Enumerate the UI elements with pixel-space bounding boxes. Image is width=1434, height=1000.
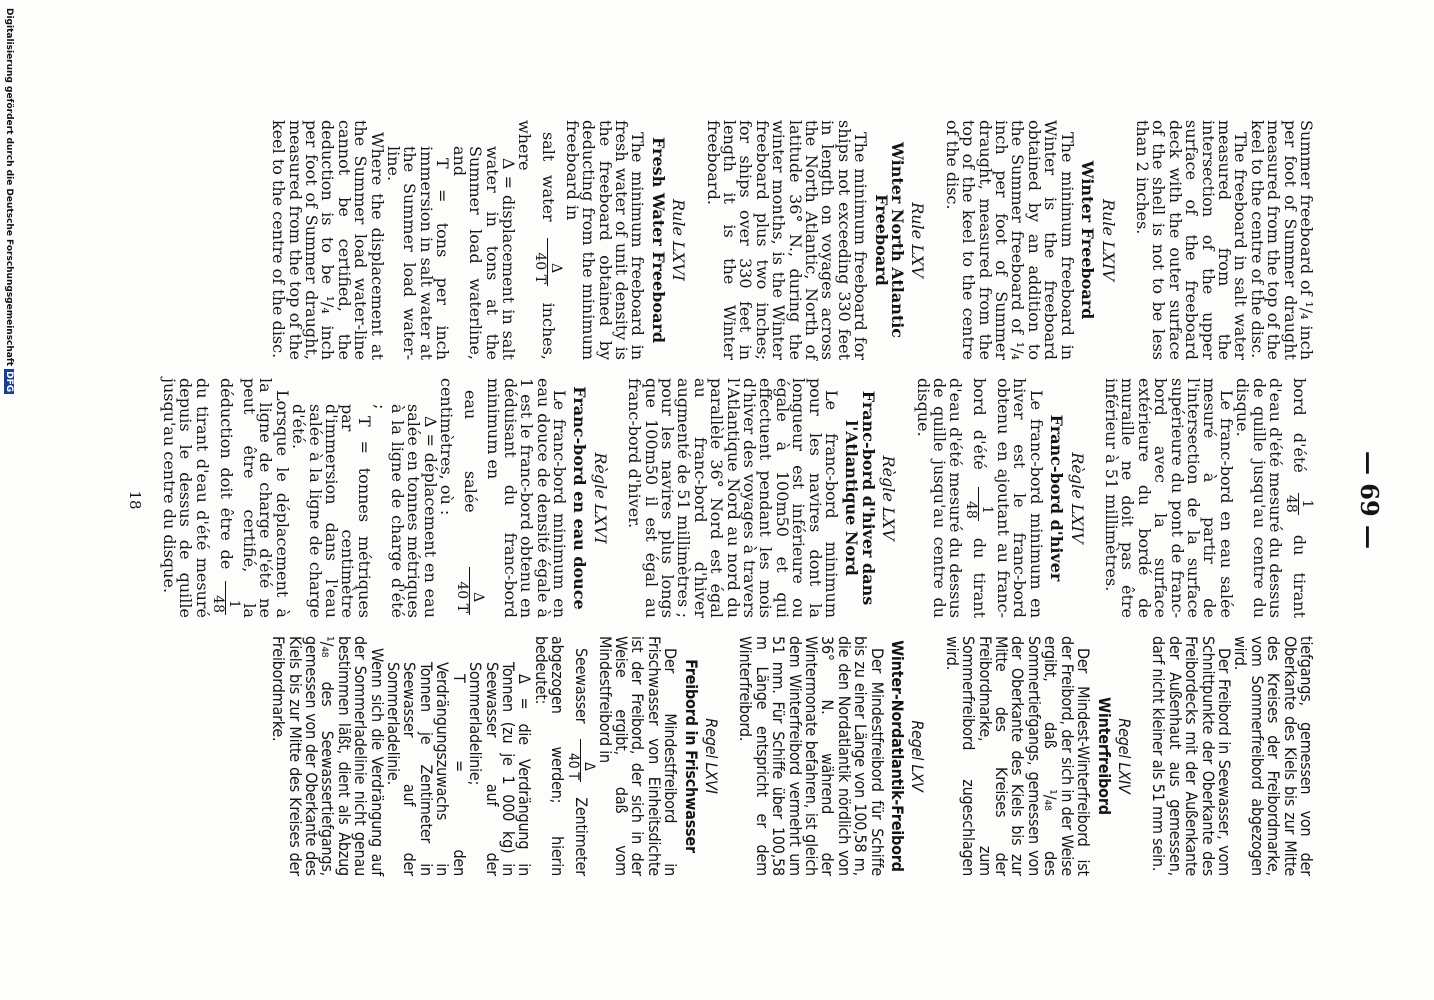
french-def-1: Δ = déplacement en eau salée en tonnes métriques à la ligne de charge d'été ; <box>371 404 440 618</box>
german-column <box>270 636 1314 876</box>
french-rule-66-text: Le franc-bord minimum en eau douce de densité égale à 1 est le franc-bord obtenu en déduisant du franc-bord minimum en <box>484 378 569 618</box>
french-fraction-2-num: 1 <box>225 581 241 615</box>
german-rule-64-label: Regel LXIV <box>1114 718 1134 794</box>
french-rule-64-frac-num: 1 <box>979 487 995 521</box>
german-def-1: Δ = die Verdrängung in Tonnen (zu je 1 000 kg) in Seewasser auf der Sommerladelinie; <box>466 662 535 876</box>
german-rule-65-text: Der Mindestfreibord für Schiffe bis zu einer Länge von 100,58 m, die den Nordatlantik nördlich von 36° N. während der Wintermonate befahren, ist gleich dem Winterfreibord vermehrt um 51 mm. Für Schiffe über 100,58 m Länge entspricht er dem Winterfreibord. <box>736 636 887 876</box>
footer-page-number: 18 <box>126 490 144 510</box>
french-rule-66-text-2 <box>159 378 292 618</box>
english-fraction-den: 40 T <box>532 252 549 284</box>
english-intro: Summer freeboard of ¹/₄ inch per foot of Summer draught measured from the top of the keel to the centre of the disc. <box>1247 120 1316 360</box>
french-intro-frac-den: 48 <box>1283 494 1299 513</box>
french-def-2: T = tonnes métriques par centimètre d'immersion dans l'eau salée à la ligne de charge d'été. <box>289 404 374 618</box>
english-def-2: T = tons per inch immersion in salt water at the Summer load water-line. <box>384 146 453 360</box>
french-intro-2: Le franc-bord en eau salée mesuré à partir de l'intersection de la surface supérieure du pont de franc-bord avec la surface extérieure du bordé de muraille ne doit pas être inférieur à 51 millimètres. <box>1101 378 1236 618</box>
french-rule-65-title: Franc-bord d'hiver dans l'Atlantique Nord <box>842 390 878 606</box>
french-rule-64-pre: Le franc-bord minimum en hiver est le franc-bord obtenu en ajoutant au franc-bord d'été <box>970 378 1046 618</box>
german-formula <box>532 636 596 876</box>
german-intro: tiefgangs, gemessen von der Oberkante des Kiels bis zur Mitte des Kreises der Freibordmarke, vom Sommerfreibord abgezogen wird. <box>1231 636 1316 876</box>
french-fraction-num: Δ <box>469 567 485 615</box>
french-intro-post: du tirant d'eau d'été mesuré du dessus de quille jusqu'au centre du disque. <box>1233 378 1309 618</box>
french-column <box>160 378 1314 618</box>
french-rule-66-title: Franc-bord en eau douce <box>570 386 590 610</box>
german-rule-64-title: Winterfreibord <box>1094 697 1114 815</box>
english-fraction-num: Δ <box>547 238 563 286</box>
french-intro-frac-num: 1 <box>1298 493 1314 515</box>
french-formula-post: centimètres, où : <box>436 378 456 516</box>
german-rule-64-text: Der Mindest-Winterfreibord ist der Freibord, der sich in der Weise ergibt, daß ¹/₄₈ des Sommertiefgangs, gemessen von der Oberkante des Kiels bis zur Mitte des Kreises der Freibordmarke, zum Sommerfreibord zugeschlagen wird. <box>942 636 1094 876</box>
french-rule-64-fraction <box>964 487 995 521</box>
french-intro-pre: bord d'été <box>1290 378 1309 473</box>
english-rule-64-text: The minimum freeboard in Winter is the freeboard obtained by an addition to the Summer freeboard of ¹/₄ inch per foot of Summer draught, measured from the top of the keel to the centre of the disc. <box>942 120 1077 360</box>
english-column <box>270 120 1314 360</box>
french-rule-65-text: Le franc-bord minimum pour les navires dont la longueur est inférieure ou égale à 100m50 et qui effectuent pendant les mois d'hiver des voyages à travers l'Atlantique Nord au nord du parallèle 36° Nord est égal au franc-bord d'hiver augmenté de 51 millimètres ; pour les navires plus longs que 100m50 il est égal au franc-bord d'hiver. <box>625 378 842 618</box>
french-fraction-2 <box>210 581 241 615</box>
german-formula-post: Zentimeter abgezogen werden; hierin bedeutet: <box>531 636 592 876</box>
french-fraction-2-den: 48 <box>209 595 226 613</box>
english-fraction <box>532 238 563 286</box>
german-def-2: T = den Verdrängungszuwachs in Tonnen je Zentimeter in Seewasser auf der Sommerladelinie. <box>384 662 469 876</box>
german-rule-66-label: Regel LXVI <box>702 718 721 794</box>
german-formula-pre: Seewasser <box>572 648 592 724</box>
german-rule-66-title: Freibord in Frischwasser <box>681 659 701 853</box>
credit-text: Digitalisierung gefördert durch die Deutsche Forschungsgemeinschaft <box>4 8 14 367</box>
english-rule-65-text: The minimum freeboard for ships not exceeding 330 feet in length on voyages across the North Atlantic, North of latitude 36° N., during the winter months, is the Winter freeboard plus two inches; for ships over 330 feet in length it is the Winter freeboard. <box>703 120 871 360</box>
french-formula <box>438 378 485 618</box>
english-rule-64-label: Rule LXIV <box>1098 199 1118 281</box>
french-rule-64-title: Franc-bord d'hiver <box>1047 414 1067 582</box>
german-rule-65-label: Regel LXV <box>908 720 928 792</box>
french-fraction <box>454 567 485 615</box>
english-rule-65-label: Rule LXV <box>908 202 928 278</box>
english-formula <box>516 120 563 360</box>
french-fraction-den: 40 T <box>453 581 470 613</box>
german-intro-2: Der Freibord in Seewasser, vom Schnittpunkte der Oberkante des Freibordecks mit der Außenkante der Außenhaut aus gemessen, darf nicht kleiner als 51 mm sein. <box>1149 636 1234 876</box>
french-rule-66-text-2-pre: Lorsque le déplacement à la ligne de charge d'été ne peut être certifié, la déduction doit être de <box>216 378 292 618</box>
german-fraction-num: Δ <box>580 739 596 782</box>
english-rule-64-title: Winter Freeboard <box>1078 160 1098 320</box>
french-rule-64-text <box>913 378 1046 618</box>
english-def-1: Δ = displacement in salt water in tons at the Summer load waterline, and <box>449 146 518 360</box>
german-rule-66-text-2: Wenn sich die Verdrängung auf der Sommerladelinie nicht genau bestimmen läßt, dient als Abzug ¹/₄₈ des Seewassertiefgangs, gemessen von der Oberkante des Kiels bis zur Mitte des Kreises der Freibordmarke. <box>269 636 387 876</box>
french-rule-65-label: Règle LXV <box>879 455 899 541</box>
english-formula-post: inches, where <box>515 120 559 361</box>
english-rule-65-title: Winter North Atlantic Freeboard <box>871 141 908 339</box>
english-rule-66-text-2: Where the displacement at the Summer load water-line cannot be certified, the deduction is to be ¹/₄ inch per foot of Summer draught, measured from the top of the keel to the centre of the disc. <box>269 120 387 360</box>
german-rule-65-title: Winter-Nordatlantik-Freibord <box>888 640 908 872</box>
german-rule-66-text: Der Mindestfreibord in Frischwasser von Einheitsdichte ist der Freibord, der sich in der Weise ergibt, daß vom Mindestfreibord in <box>595 636 681 876</box>
french-formula-pre: eau salée <box>460 390 480 513</box>
digitization-credit <box>4 8 14 394</box>
page-header: — 69 — <box>1355 450 1384 550</box>
english-rule-66-label: Rule LXVI <box>669 199 689 281</box>
german-fraction-den: 40 T <box>565 752 582 780</box>
english-rule-66-text: The minimum freeboard in fresh water of unit density is the freeboard obtained by deducting from the minimum freeboard in <box>562 120 648 360</box>
french-rule-66-label: Règle LXVI <box>590 452 610 544</box>
dfg-logo: DFG <box>4 371 14 393</box>
french-rule-64-post: du tirant d'eau d'été mesuré du dessus de quille jusqu'au centre du disque. <box>913 378 990 618</box>
french-intro-fraction <box>1283 493 1314 515</box>
french-rule-64-label: Règle LXIV <box>1067 452 1087 544</box>
french-intro <box>1234 378 1314 618</box>
german-fraction <box>565 739 596 782</box>
french-rule-66-text-2-post: du tirant d'eau d'été mesuré depuis le dessus de quille jusqu'au centre du disque. <box>159 378 212 618</box>
english-rule-66-title: Fresh Water Freeboard <box>648 136 668 344</box>
english-intro-2: The freeboard in salt water measured from the intersection of the upper surface of the freeboard deck with the outer surface of the shell is not to be less than 2 inches. <box>1132 120 1251 360</box>
french-rule-64-frac-den: 48 <box>963 500 980 519</box>
english-formula-pre: salt water <box>539 132 559 222</box>
